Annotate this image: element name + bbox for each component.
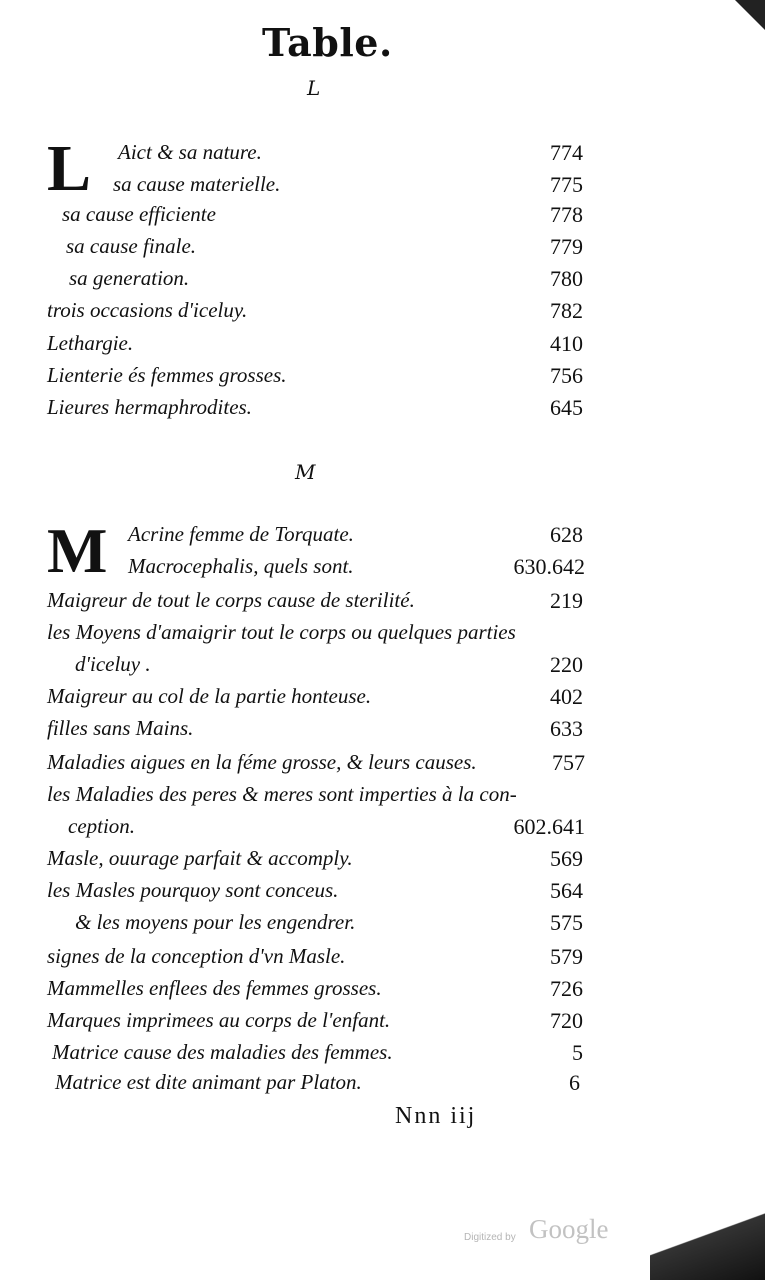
page-corner-shadow (735, 0, 765, 30)
entry-text: d'iceluy . (75, 652, 151, 676)
entry-text: sa generation. (69, 266, 190, 290)
entry-text: Maigreur de tout le corps cause de sterilité. (47, 588, 415, 612)
entry-text: signes de la conception d'vn Masle. (47, 944, 346, 968)
index-entry (47, 588, 583, 620)
page-edge-shadow (650, 1210, 765, 1280)
index-entry (55, 1070, 580, 1102)
index-entry (47, 620, 585, 652)
entry-page: 569 (550, 846, 583, 871)
index-entry (66, 234, 583, 266)
entry-text: Lieures hermaphrodites. (47, 395, 252, 419)
index-entry (75, 652, 583, 684)
entry-text: Maigreur au col de la partie honteuse. (47, 684, 372, 708)
index-entry (47, 1008, 583, 1040)
entry-text: Maladies aigues en la féme grosse, & leurs causes. (47, 750, 477, 774)
dropcap-l: L (47, 132, 92, 205)
entry-page: 782 (550, 298, 583, 323)
entry-page: 720 (550, 1008, 583, 1033)
entry-page: 756 (550, 363, 583, 388)
index-entry (47, 878, 583, 910)
entry-page: 6 (569, 1070, 580, 1095)
index-entry (75, 910, 583, 942)
index-entry (47, 331, 583, 363)
entry-text: les Masles pourquoy sont conceus. (47, 878, 339, 902)
entry-text: Matrice est dite animant par Platon. (55, 1070, 362, 1094)
entry-text: Lethargie. (47, 331, 134, 355)
entry-page: 564 (550, 878, 583, 903)
entry-page: 630.642 (513, 554, 585, 579)
entry-text: sa cause finale. (66, 234, 197, 258)
section-letter-l: L (307, 76, 321, 100)
entry-page: 780 (550, 266, 583, 291)
section-letter-m: M (295, 460, 316, 484)
index-entry (47, 782, 585, 814)
entry-text: Mammelles enflees des femmes grosses. (47, 976, 382, 1000)
entry-text: ception. (68, 814, 136, 838)
index-entry (47, 944, 583, 976)
entry-page: 645 (550, 395, 583, 420)
index-entry (47, 716, 583, 748)
entry-page: 575 (550, 910, 583, 935)
index-entry (47, 684, 583, 716)
signature-mark: Nnn iij (395, 1103, 477, 1129)
index-entry (128, 554, 585, 586)
index-entry (47, 750, 585, 782)
index-entry (62, 202, 583, 234)
index-entry (52, 1040, 583, 1072)
index-entry (128, 522, 583, 554)
index-entry (118, 140, 583, 172)
entry-text: trois occasions d'iceluy. (47, 298, 248, 322)
entry-text: Lienterie és femmes grosses. (47, 363, 287, 387)
entry-text: les Maladies des peres & meres sont imperties à la con- (47, 782, 517, 806)
entry-page: 602.641 (513, 814, 585, 839)
entry-text: Acrine femme de Torquate. (128, 522, 354, 546)
index-entry (69, 266, 583, 298)
entry-page: 220 (550, 652, 583, 677)
entry-page: 5 (572, 1040, 583, 1065)
index-entry (47, 298, 583, 330)
entry-text: Aict & sa nature. (118, 140, 262, 164)
index-entry (113, 172, 583, 204)
entry-text: Masle, ouurage parfait & accomply. (47, 846, 353, 870)
entry-page: 775 (550, 172, 583, 197)
page-title: Table. (262, 20, 393, 65)
entry-text: Macrocephalis, quels sont. (128, 554, 354, 578)
entry-page: 757 (552, 750, 585, 775)
entry-page: 628 (550, 522, 583, 547)
entry-page: 402 (550, 684, 583, 709)
entry-page: 778 (550, 202, 583, 227)
entry-text: filles sans Mains. (47, 716, 194, 740)
entry-text: & les moyens pour les engendrer. (75, 910, 356, 934)
entry-page: 410 (550, 331, 583, 356)
index-entry (47, 976, 583, 1008)
entry-page: 579 (550, 944, 583, 969)
google-watermark: Google (529, 1214, 609, 1244)
index-entry (47, 846, 583, 878)
entry-page: 774 (550, 140, 583, 165)
entry-text: les Moyens d'amaigrir tout le corps ou quelques parties (47, 620, 516, 644)
entry-page: 779 (550, 234, 583, 259)
entry-text: sa cause materielle. (113, 172, 281, 196)
dropcap-m: M (47, 515, 108, 586)
digitized-by-label: Digitized by (464, 1232, 516, 1243)
entry-page: 219 (550, 588, 583, 613)
entry-page: 633 (550, 716, 583, 741)
index-entry (47, 395, 583, 427)
index-entry (47, 363, 583, 395)
entry-text: Matrice cause des maladies des femmes. (52, 1040, 393, 1064)
entry-text: sa cause efficiente (62, 202, 216, 226)
entry-page: 726 (550, 976, 583, 1001)
index-entry (68, 814, 585, 846)
entry-text: Marques imprimees au corps de l'enfant. (47, 1008, 391, 1032)
